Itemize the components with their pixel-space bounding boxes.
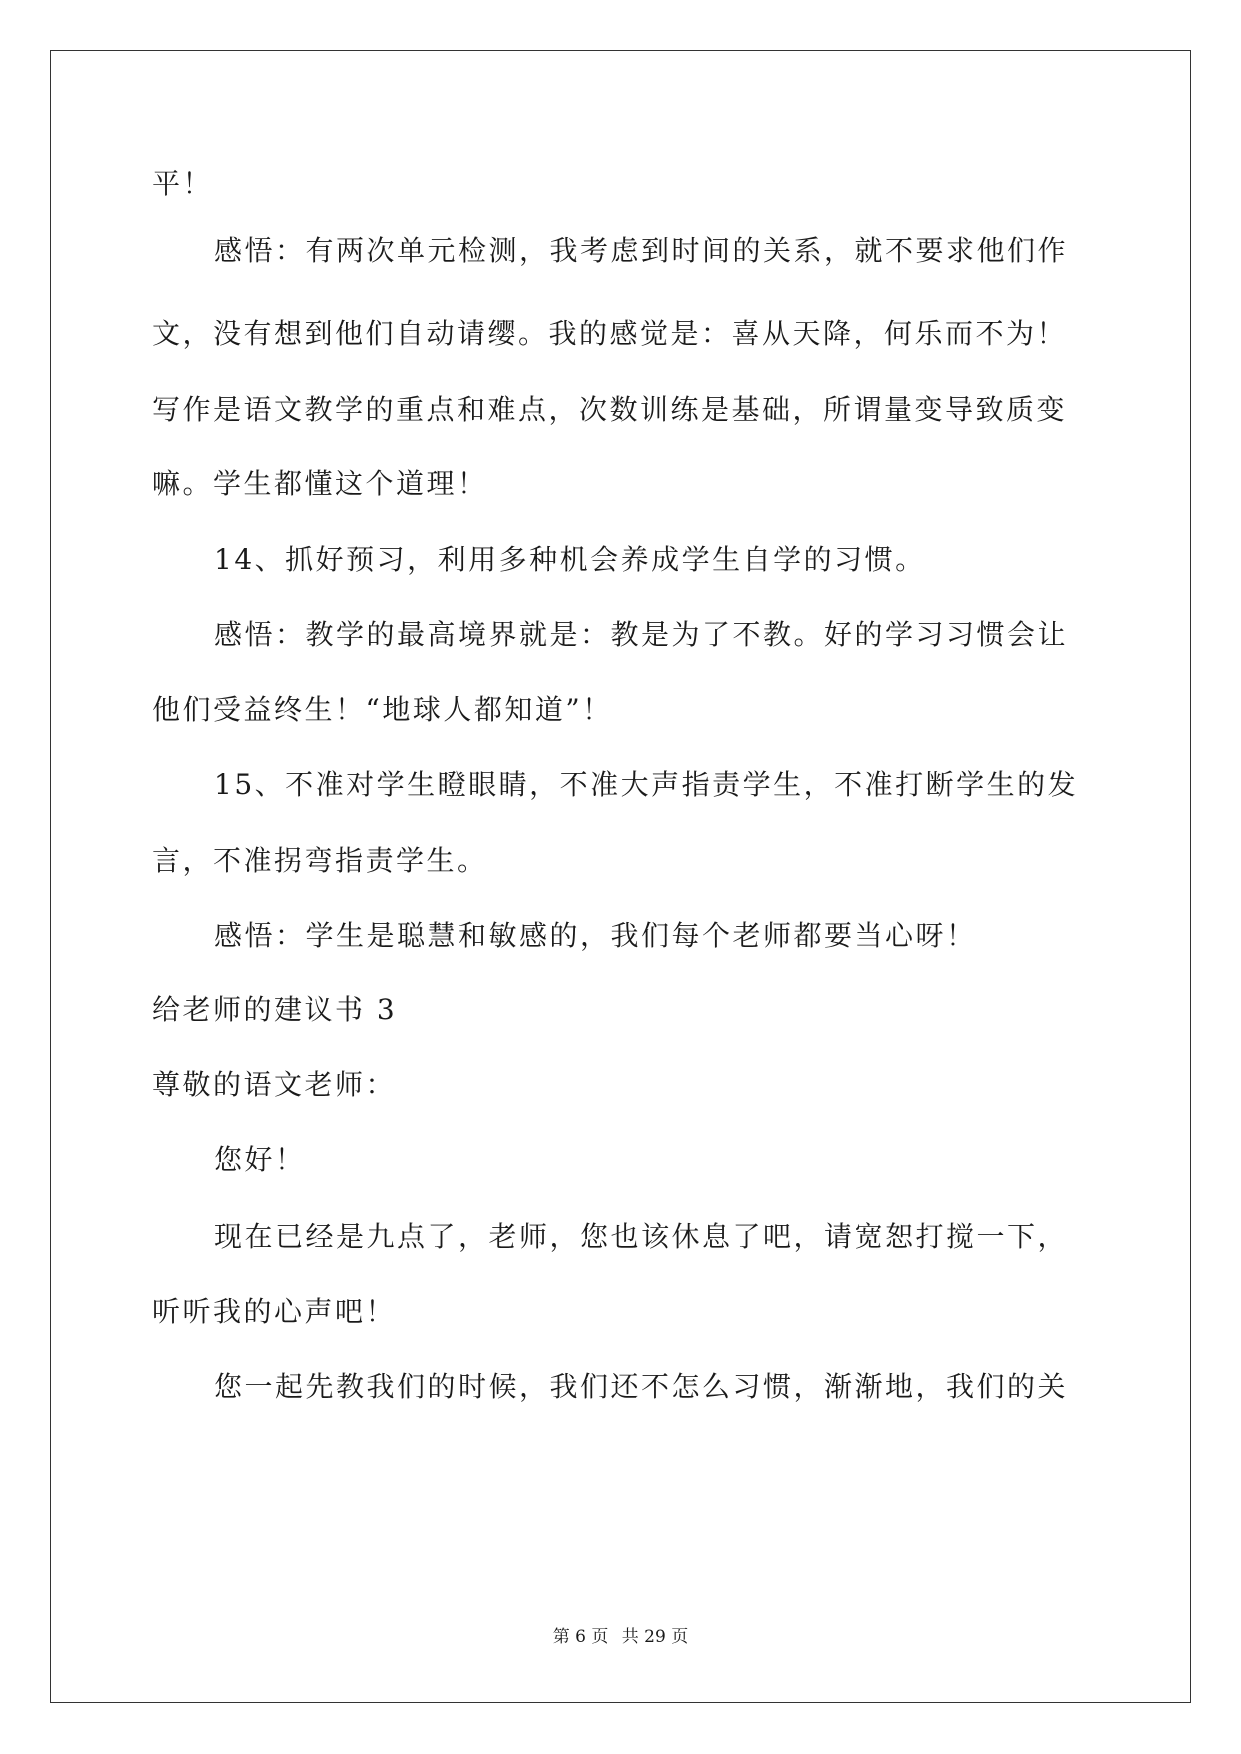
salutation: 尊敬的语文老师：: [152, 1068, 397, 1101]
text-line: 写作是语文教学的重点和难点，次数训练是基础，所谓量变导致质变: [152, 393, 1068, 426]
page-number: 第 6 页: [552, 1627, 609, 1647]
text-line: 文，没有想到他们自动请缨。我的感觉是：喜从天降，何乐而不为！: [152, 317, 1068, 350]
text-line: 15、不准对学生瞪眼睛，不准大声指责学生，不准打断学生的发: [214, 768, 1079, 801]
greeting: 您好！: [214, 1143, 306, 1176]
text-line: 感悟：教学的最高境界就是：教是为了不教。好的学习习惯会让: [214, 618, 1069, 651]
text-line: 嘛。学生都懂这个道理！: [152, 467, 488, 500]
text-line: 现在已经是九点了，老师，您也该休息了吧，请宽恕打搅一下，: [214, 1220, 1069, 1253]
text-line: 听听我的心声吧！: [152, 1295, 397, 1328]
section-heading: 给老师的建议书 3: [152, 993, 398, 1026]
text-line: 14、抓好预习，利用多种机会养成学生自学的习惯。: [214, 543, 926, 576]
text-line: 感悟：有两次单元检测，我考虑到时间的关系，就不要求他们作: [214, 234, 1069, 267]
page-total: 共 29 页: [621, 1627, 689, 1647]
text-line: 他们受益终生！“地球人都知道”！: [152, 693, 613, 726]
text-line: 言，不准拐弯指责学生。: [152, 844, 488, 877]
text-line: 您一起先教我们的时候，我们还不怎么习惯，渐渐地，我们的关: [214, 1370, 1069, 1403]
text-line: 感悟：学生是聪慧和敏感的，我们每个老师都要当心呀！: [214, 919, 977, 952]
page-footer: [0, 1622, 1241, 1647]
text-line: 平！: [152, 167, 214, 200]
